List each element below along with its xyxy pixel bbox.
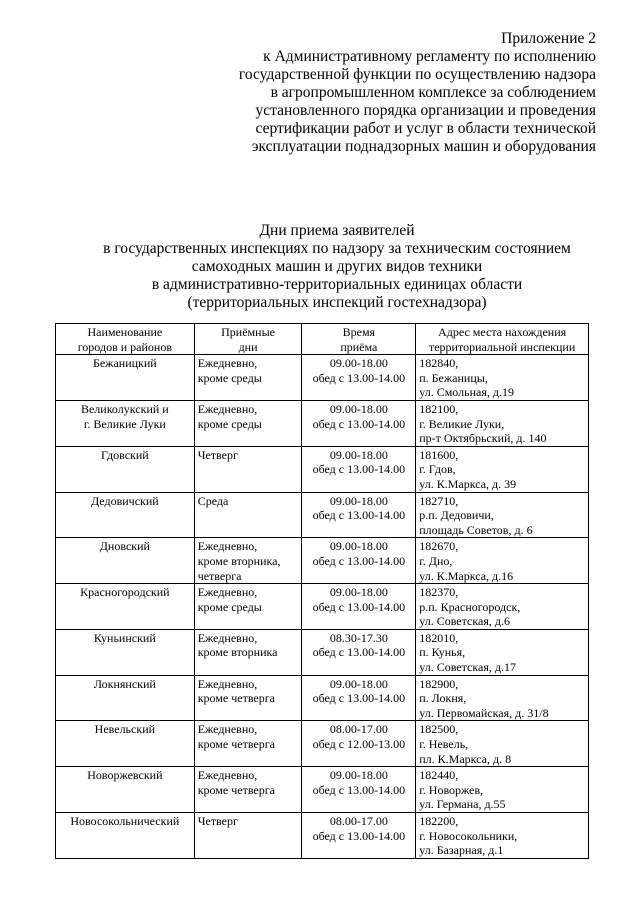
cell-text: площадь Советов, д. 6: [419, 522, 533, 537]
table-row: [56, 675, 589, 721]
cell-text: г. Великие Луки,: [419, 416, 505, 431]
header-text: территориальной инспекции: [428, 339, 576, 354]
table-row: [56, 446, 589, 492]
cell-text: 182840,: [419, 356, 459, 371]
title-line: Дни приема заявителей: [259, 222, 415, 239]
table-row: [56, 492, 589, 538]
cell-text: Красногородский: [80, 585, 170, 600]
cell-days: [194, 400, 302, 446]
cell-time: [302, 355, 416, 401]
cell-text: Дедовичский: [90, 493, 159, 508]
cell-text: Невельский: [94, 722, 156, 737]
cell-text: Ежедневно,: [197, 585, 258, 600]
cell-text: обед с 12.00-13.00: [312, 737, 406, 752]
cell-days: [194, 721, 302, 767]
cell-address: [416, 721, 589, 767]
header-text: Наименование: [87, 325, 163, 339]
cell-text: обед с 13.00-14.00: [312, 462, 406, 477]
cell-text: Ежедневно,: [197, 356, 258, 371]
table-row: [56, 813, 589, 859]
cell-text: Ежедневно,: [197, 768, 258, 783]
cell-text: г. Гдов,: [419, 462, 456, 477]
cell-time: [302, 629, 416, 675]
header-days: [194, 324, 302, 355]
cell-days: [194, 446, 302, 492]
cell-text: ул. Советская, д.17: [419, 660, 516, 675]
cell-address: [416, 355, 589, 401]
table-row: [56, 721, 589, 767]
cell-text: Четверг: [197, 447, 238, 462]
cell-time: [302, 675, 416, 721]
cell-address: [416, 629, 589, 675]
cell-time: [302, 400, 416, 446]
cell-name: [56, 675, 195, 721]
appendix-line: Приложение 2: [501, 30, 596, 47]
table-row: [56, 538, 589, 584]
cell-text: кроме вторника,: [197, 553, 281, 568]
cell-name: [56, 721, 195, 767]
cell-time: [302, 767, 416, 813]
cell-text: 182500,: [419, 722, 459, 737]
cell-text: 182900,: [419, 676, 459, 691]
cell-address: [416, 813, 589, 859]
cell-address: [416, 446, 589, 492]
cell-text: 09.00-18.00: [329, 676, 388, 691]
cell-text: обед с 13.00-14.00: [312, 370, 406, 385]
cell-text: кроме среды: [197, 599, 262, 614]
cell-time: [302, 538, 416, 584]
cell-time: [302, 446, 416, 492]
cell-text: Ежедневно,: [197, 722, 258, 737]
cell-text: обед с 13.00-14.00: [312, 691, 406, 706]
cell-address: [416, 584, 589, 630]
cell-text: Новосокольнический: [70, 814, 180, 828]
cell-text: Ежедневно,: [197, 539, 258, 554]
cell-text: р.п. Дедовичи,: [419, 508, 494, 523]
title-line: (территориальных инспекций гостехнадзора): [187, 294, 487, 311]
cell-text: 182200,: [419, 814, 459, 828]
cell-text: пр-т Октябрьский, д. 140: [419, 431, 547, 446]
table-row: [56, 584, 589, 630]
header-text: Приёмные: [221, 325, 275, 339]
cell-text: ул. Советская, д.6: [419, 614, 510, 629]
cell-text: кроме среды: [197, 416, 262, 431]
cell-text: кроме четверга: [197, 691, 275, 706]
cell-text: Новоржевский: [87, 768, 163, 783]
document-title: [40, 222, 634, 312]
cell-text: г. Дно,: [419, 553, 453, 568]
cell-text: четверга: [197, 568, 242, 583]
header-address: [416, 324, 589, 355]
cell-text: пл. К.Маркса, д. 8: [419, 751, 512, 766]
cell-address: [416, 675, 589, 721]
appendix-header: [196, 30, 596, 156]
cell-text: ул. Первомайская, д. 31/8: [419, 705, 549, 720]
cell-text: 08.00-17.00: [329, 814, 388, 828]
cell-time: [302, 584, 416, 630]
cell-text: обед с 13.00-14.00: [312, 599, 406, 614]
cell-days: [194, 355, 302, 401]
cell-text: кроме вторника: [197, 645, 278, 660]
cell-text: Ежедневно,: [197, 630, 258, 645]
cell-text: 181600,: [419, 447, 459, 462]
cell-text: 182670,: [419, 539, 459, 554]
header-time: [302, 324, 416, 355]
appendix-line: сертификации работ и услуг в области технической: [255, 120, 596, 137]
cell-text: кроме среды: [197, 370, 262, 385]
cell-text: Бежаницкий: [92, 356, 157, 371]
header-text: приёма: [340, 339, 378, 354]
cell-text: ул. Базарная, д.1: [419, 843, 504, 858]
appendix-line: к Административному регламенту по исполнению: [263, 48, 596, 65]
cell-time: [302, 813, 416, 859]
cell-name: [56, 400, 195, 446]
table-header: [56, 324, 589, 355]
cell-name: [56, 355, 195, 401]
cell-text: Локнянский: [93, 676, 156, 691]
cell-text: Среда: [197, 493, 229, 508]
inspections-table: [55, 323, 589, 859]
cell-days: [194, 492, 302, 538]
cell-name: [56, 629, 195, 675]
header-row: [56, 324, 589, 355]
cell-address: [416, 492, 589, 538]
cell-days: [194, 675, 302, 721]
title-line: в государственных инспекциях по надзору за техническим состоянием: [103, 240, 571, 257]
appendix-line: эксплуатации поднадзорных машин и оборудования: [251, 138, 596, 155]
cell-name: [56, 767, 195, 813]
cell-text: 09.00-18.00: [329, 356, 388, 371]
header-text: Время: [342, 325, 376, 339]
appendix-line: государственной функции по осуществлению надзора: [238, 66, 596, 83]
cell-text: кроме четверга: [197, 737, 275, 752]
cell-name: [56, 584, 195, 630]
cell-text: кроме четверга: [197, 782, 275, 797]
cell-text: обед с 13.00-14.00: [312, 828, 406, 843]
cell-days: [194, 767, 302, 813]
cell-text: п. Бежаницы,: [419, 370, 488, 385]
table-row: [56, 629, 589, 675]
cell-days: [194, 629, 302, 675]
appendix-line: в агропромышленном комплексе за соблюдением: [270, 84, 596, 101]
cell-text: 182100,: [419, 401, 459, 416]
cell-name: [56, 813, 195, 859]
title-line: в административно-территориальных единицах области: [151, 276, 523, 293]
cell-name: [56, 446, 195, 492]
table-row: [56, 355, 589, 401]
cell-text: обед с 13.00-14.00: [312, 782, 406, 797]
cell-text: 08.30-17.30: [329, 630, 388, 645]
cell-text: 09.00-18.00: [329, 447, 388, 462]
cell-text: п. Локня,: [419, 691, 467, 706]
title-line: самоходных машин и других видов техники: [191, 258, 483, 275]
cell-text: 182710,: [419, 493, 459, 508]
cell-text: ул. К.Маркса, д. 39: [419, 476, 517, 491]
cell-text: Гдовский: [100, 447, 149, 462]
cell-text: р.п. Красногородск,: [419, 599, 521, 614]
cell-address: [416, 538, 589, 584]
cell-text: обед с 13.00-14.00: [312, 508, 406, 523]
cell-text: 09.00-18.00: [329, 539, 388, 554]
cell-name: [56, 492, 195, 538]
cell-text: обед с 13.00-14.00: [312, 645, 406, 660]
cell-text: 09.00-18.00: [329, 768, 388, 783]
cell-text: Четверг: [197, 814, 238, 828]
cell-text: Ежедневно,: [197, 401, 258, 416]
cell-address: [416, 400, 589, 446]
cell-text: ул. Смольная, д.19: [419, 385, 514, 400]
cell-name: [56, 538, 195, 584]
cell-text: обед с 13.00-14.00: [312, 553, 406, 568]
cell-text: Ежедневно,: [197, 676, 258, 691]
cell-text: 182370,: [419, 585, 459, 600]
cell-text: 182010,: [419, 630, 459, 645]
cell-text: 182440,: [419, 768, 459, 783]
cell-time: [302, 492, 416, 538]
cell-text: ул. Германа, д.55: [419, 797, 506, 812]
cell-text: 09.00-18.00: [329, 585, 388, 600]
cell-text: г. Невель,: [419, 737, 469, 752]
header-name: [56, 324, 195, 355]
cell-text: п. Кунья,: [419, 645, 466, 660]
cell-days: [194, 813, 302, 859]
cell-text: ул. К.Маркса, д.16: [419, 568, 514, 583]
header-text: городов и районов: [77, 339, 172, 354]
cell-time: [302, 721, 416, 767]
cell-text: г. Новосокольники,: [419, 828, 518, 843]
header-text: Адрес места нахождения: [438, 325, 567, 339]
cell-text: Куньинский: [93, 630, 156, 645]
cell-text: 09.00-18.00: [329, 493, 388, 508]
cell-text: обед с 13.00-14.00: [312, 416, 406, 431]
cell-text: 08.00-17.00: [329, 722, 388, 737]
cell-text: г. Новоржев,: [419, 782, 484, 797]
table-row: [56, 767, 589, 813]
cell-days: [194, 538, 302, 584]
table-body: [56, 355, 589, 859]
cell-text: Великолукский и: [80, 401, 169, 416]
header-text: дни: [238, 339, 258, 354]
appendix-line: установленного порядка организации и проведения: [255, 102, 596, 119]
cell-text: Дновский: [99, 539, 150, 554]
cell-address: [416, 767, 589, 813]
table-row: [56, 400, 589, 446]
cell-days: [194, 584, 302, 630]
cell-text: 09.00-18.00: [329, 401, 388, 416]
cell-text: г. Великие Луки: [83, 416, 166, 431]
